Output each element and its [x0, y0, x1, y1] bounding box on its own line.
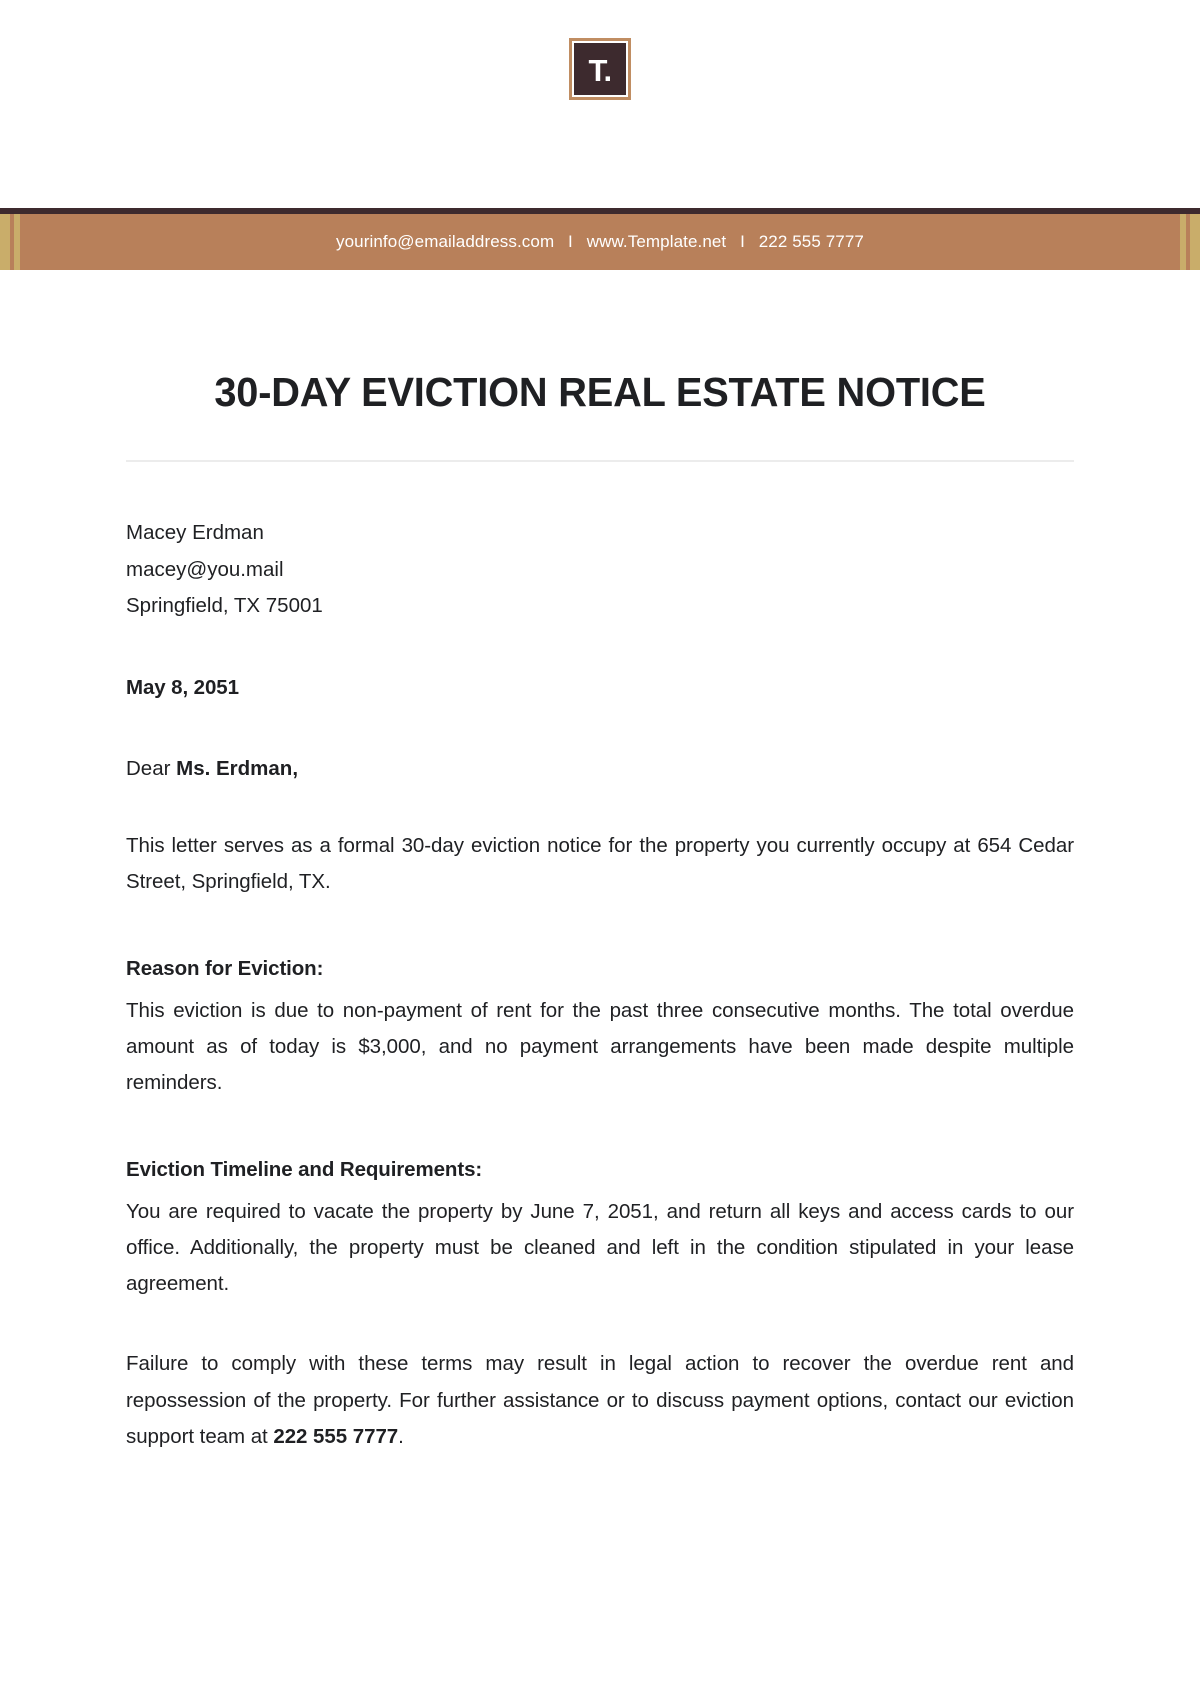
- contact-email[interactable]: yourinfo@emailaddress.com: [336, 232, 555, 251]
- closing-phone-number: 222 555 7777: [273, 1424, 399, 1448]
- section-body-reason: This eviction is due to non-payment of rent for the past three consecutive months. The total overdue amount as of today is $3,000, and no payment arrangements have been made despite multiple reminders.: [126, 999, 1074, 1095]
- contact-info: [336, 232, 864, 252]
- intro-paragraph: This letter serves as a formal 30-day eviction notice for the property you currently occupy at 654 Cedar Street, Springfield, TX.: [126, 834, 1074, 894]
- addressee-email: macey@you.mail: [126, 557, 284, 581]
- logo-glyph-text: T.: [588, 52, 612, 88]
- decorative-stripe-left-outer: [0, 214, 10, 270]
- section-heading-timeline: Eviction Timeline and Requirements:: [126, 1158, 483, 1182]
- decorative-stripe-left-gap: [10, 214, 14, 270]
- closing-text-lead: Failure to comply with these terms may result in legal action to recover the overdue rent and repossession of the property. For further assistance or to discuss payment options, contact our eviction support team at: [126, 1352, 1074, 1448]
- decorative-stripe-right-inner: [1180, 214, 1186, 270]
- page-title: 30-DAY EVICTION REAL ESTATE NOTICE: [214, 369, 986, 415]
- title-divider: [126, 460, 1074, 462]
- addressee-block: [126, 515, 1074, 624]
- salutation-prefix: Dear: [126, 756, 177, 780]
- decorative-stripe-right-gap: [1186, 214, 1190, 270]
- closing-paragraph: [126, 1346, 1074, 1454]
- closing-text-tail: .: [398, 1424, 404, 1448]
- contact-separator-1: I: [568, 232, 573, 251]
- contact-website[interactable]: www.Template.net: [586, 232, 727, 251]
- addressee-name: Macey Erdman: [126, 521, 264, 545]
- addressee-location: Springfield, TX 75001: [126, 594, 323, 618]
- decorative-stripe-right-outer: [1190, 214, 1200, 270]
- contact-bar: [0, 208, 1200, 270]
- salutation: [126, 754, 1074, 785]
- salutation-name: Ms. Erdman,: [176, 756, 299, 780]
- contact-phone[interactable]: 222 555 7777: [758, 232, 864, 251]
- section-heading-reason: Reason for Eviction:: [126, 957, 324, 981]
- decorative-stripe-left-inner: [14, 214, 20, 270]
- contact-separator-2: I: [740, 232, 745, 251]
- logo-header: [0, 0, 1200, 208]
- letter-date: May 8, 2051: [126, 675, 239, 699]
- section-body-timeline: You are required to vacate the property by June 7, 2051, and return all keys and access cards to our office. Additionally, the property must be cleaned and left in the condition stipulated in your lease agreement.: [126, 1200, 1074, 1296]
- document-body: [0, 368, 1200, 1455]
- template-logo-icon: [569, 38, 631, 100]
